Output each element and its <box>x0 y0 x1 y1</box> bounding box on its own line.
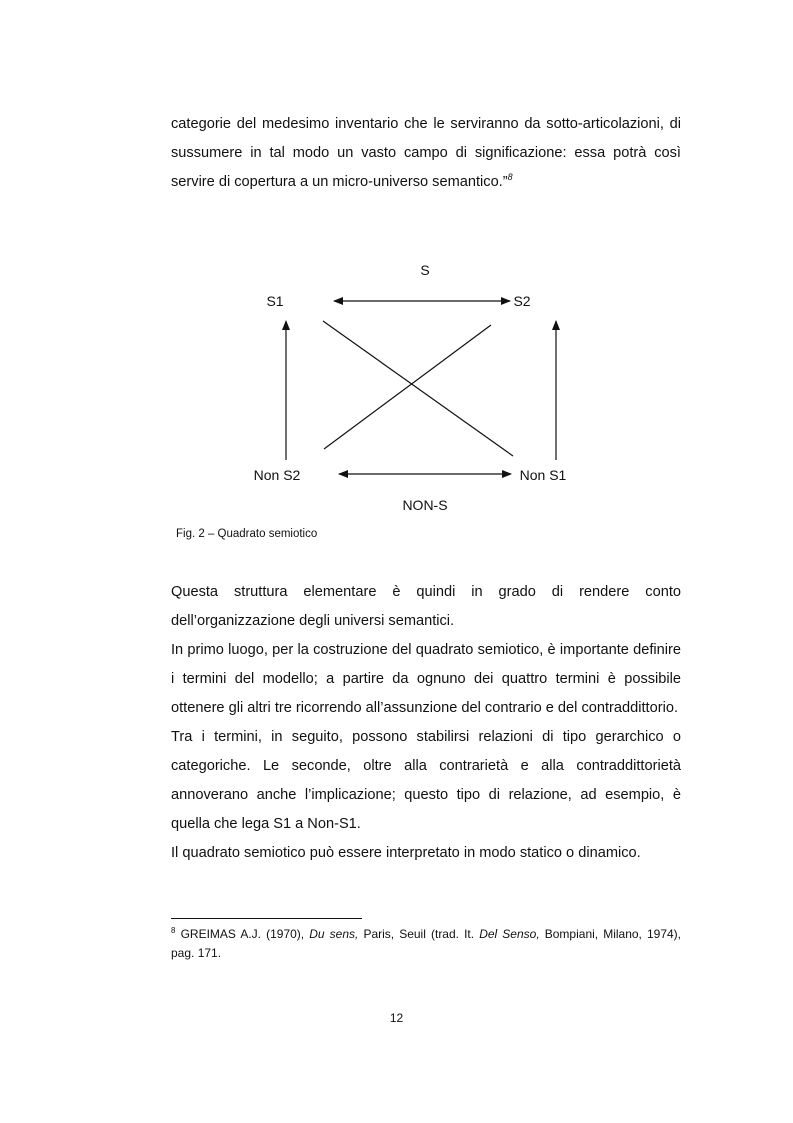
label-non-s1: Non S1 <box>519 467 567 483</box>
body-text <box>171 578 681 868</box>
footnote-rest: Bompiani, Milano, 1974), pag. 171. <box>171 927 682 960</box>
figure-caption: Fig. 2 – Quadrato semiotico <box>176 528 318 540</box>
footnote-publisher: Paris, Seuil (trad. It. <box>358 927 480 941</box>
footnote-reference: 8 <box>507 172 513 183</box>
paragraph: Tra i termini, in seguito, possono stabilirsi relazioni di tipo gerarchico o categoriche. Le seconde, oltre alla contrarietà e alla contraddittorietà annoverano anche l’implicazione; questo tipo di relazione, ad esempio, è quella che lega S1 a Non-S1. <box>171 729 681 832</box>
footnote-divider <box>171 918 362 919</box>
contradiction-line-1 <box>323 321 513 456</box>
label-non-s2: Non S2 <box>253 467 301 483</box>
footnote-number: 8 <box>171 926 176 935</box>
label-s1: S1 <box>266 293 284 309</box>
paragraph: Questa struttura elementare è quindi in grado di rendere conto dell’organizzazione degli universi semantici. <box>171 584 681 629</box>
semiotic-square-diagram <box>0 250 793 530</box>
top-paragraph-text: categorie del medesimo inventario che le serviranno da sotto-articolazioni, di sussumere in tal modo un vasto campo di significazione: essa potrà così servire di copertura a un micro-universo semantico.” <box>171 116 681 190</box>
label-s: S <box>420 262 430 278</box>
label-s2: S2 <box>513 293 531 309</box>
contradiction-line-2 <box>324 325 491 449</box>
footnote <box>171 925 681 963</box>
footnote-title-original: Du sens, <box>309 927 359 941</box>
paragraph: Il quadrato semiotico può essere interpretato in modo statico o dinamico. <box>171 845 641 861</box>
paragraph: In primo luogo, per la costruzione del quadrato semiotico, è importante definire i termini del modello; a partire da ognuno dei quattro termini è possibile ottenere gli altri tre ricorrendo all’assunzione del contrario e del contraddittorio. <box>171 642 681 716</box>
label-non-s: NON-S <box>402 497 448 513</box>
footnote-title-translation: Del Senso, <box>479 927 540 941</box>
top-paragraph <box>171 110 681 197</box>
page-number: 12 <box>389 1011 404 1025</box>
footnote-author: GREIMAS A.J. (1970), <box>180 927 310 941</box>
